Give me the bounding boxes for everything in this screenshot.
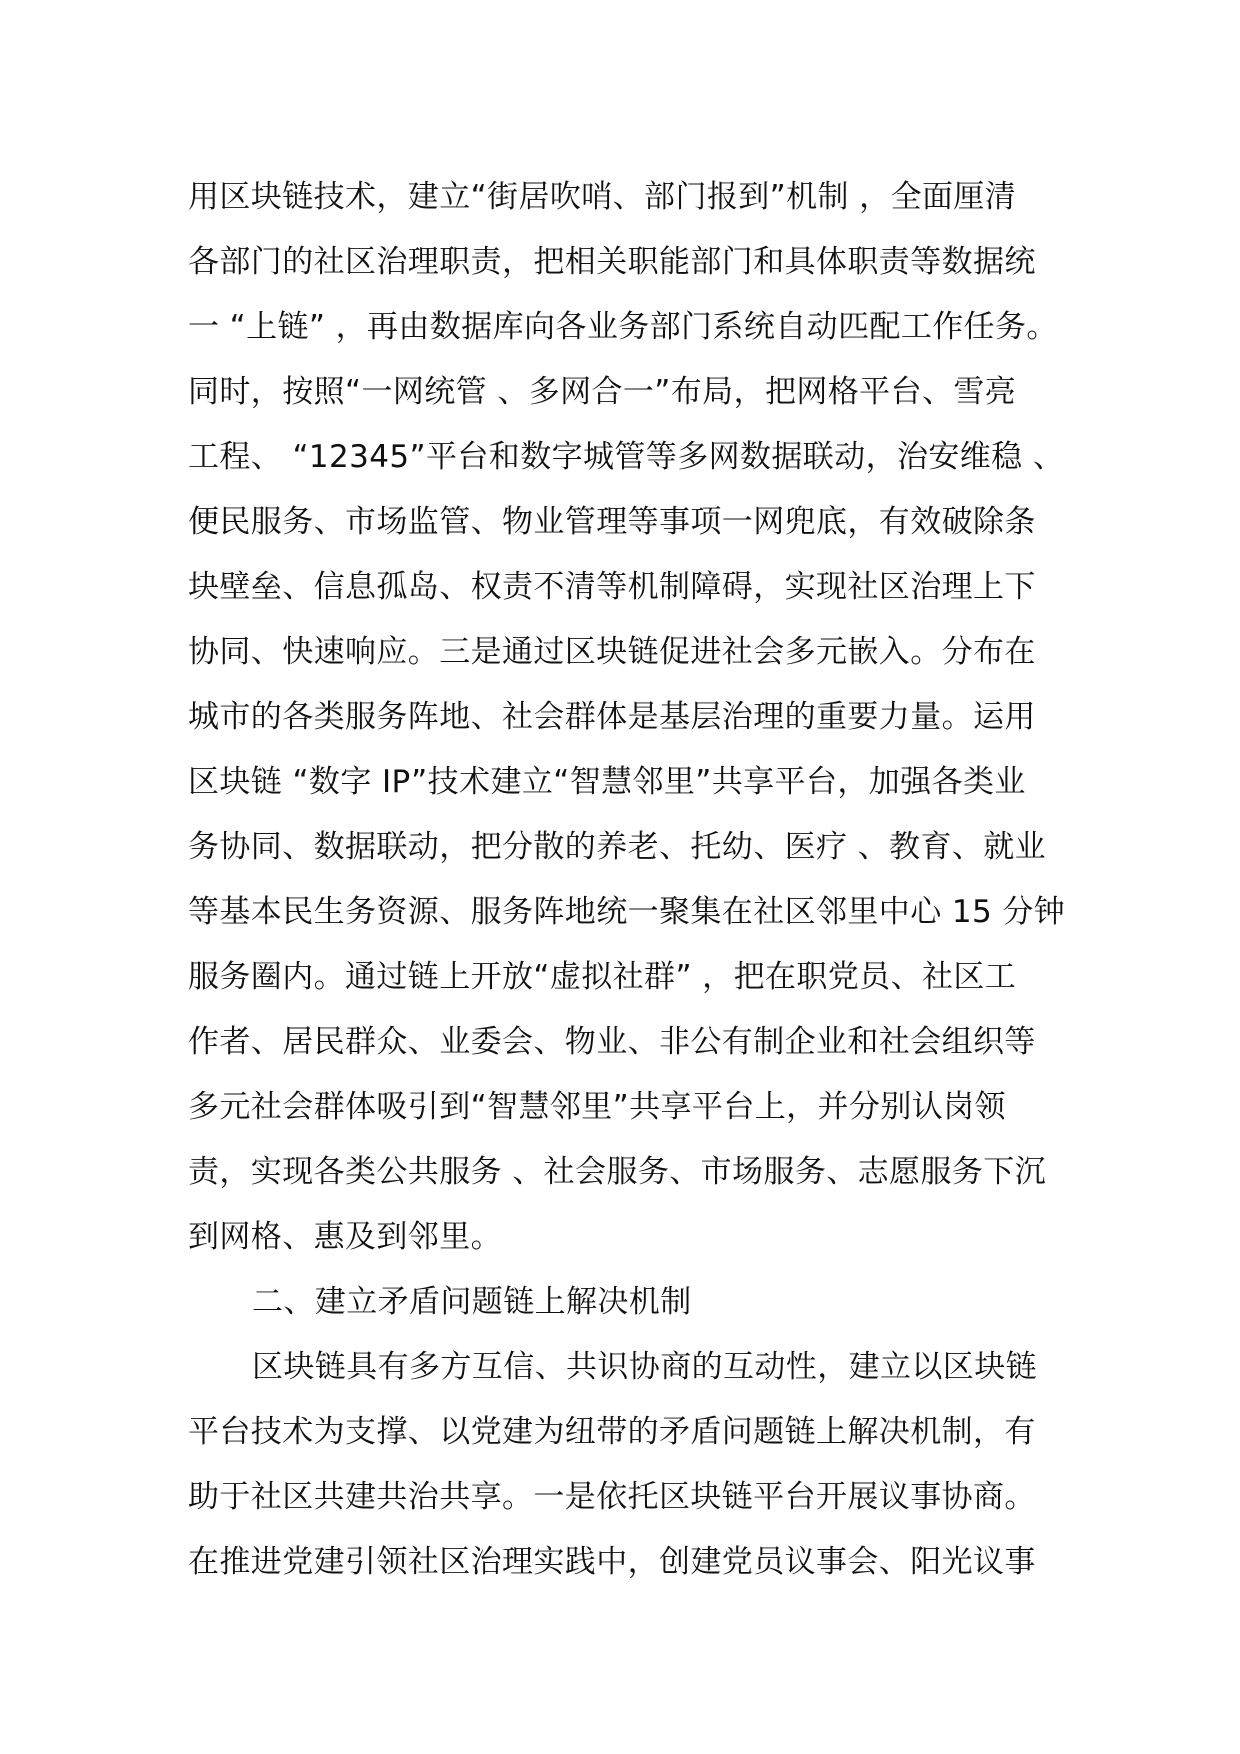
- body-text: [188, 165, 1068, 1595]
- text-line: 区块链具有多方互信、共识协商的互动性，建立以区块链: [252, 1349, 1037, 1385]
- text-line: 责，实现各类公共服务 、社会服务、市场服务、志愿服务下沉: [188, 1154, 1047, 1190]
- section-heading: 二、建立矛盾问题链上解决机制: [252, 1284, 692, 1320]
- text-line: 等基本民生务资源、服务阵地统一聚集在社区邻里中心 15 分钟: [188, 894, 1066, 930]
- text-line: 用区块链技术，建立“街居吹哨、部门报到”机制 ，全面厘清: [188, 179, 1017, 215]
- text-line: 作者、居民群众、业委会、物业、非公有制企业和社会组织等: [188, 1024, 1036, 1060]
- text-line: 服务圈内。通过链上开放“虚拟社群” ，把在职党员、社区工: [188, 959, 1017, 995]
- text-line: 各部门的社区治理职责，把相关职能部门和具体职责等数据统: [188, 244, 1036, 280]
- text-line: 协同、快速响应。三是通过区块链促进社会多元嵌入。分布在: [188, 634, 1036, 670]
- text-line: 同时，按照“一网统管 、多网合一”布局，把网格平台、雪亮: [188, 374, 1017, 410]
- text-line: 多元社会群体吸引到“智慧邻里”共享平台上，并分别认岗领: [188, 1089, 1006, 1125]
- text-line: 城市的各类服务阵地、社会群体是基层治理的重要力量。运用: [188, 699, 1036, 735]
- text-line: 块壁垒、信息孤岛、权责不清等机制障碍，实现社区治理上下: [188, 569, 1036, 605]
- text-line: 到网格、惠及到邻里。: [188, 1219, 502, 1255]
- text-line: 务协同、数据联动，把分散的养老、托幼、医疗 、教育、就业: [188, 829, 1047, 865]
- text-line: 区块链 “数字 IP”技术建立“智慧邻里”共享平台，加强各类业: [188, 764, 1026, 800]
- text-line: 平台技术为支撑、以党建为纽带的矛盾问题链上解决机制，有: [188, 1414, 1036, 1450]
- text-line: 便民服务、市场监管、物业管理等事项一网兜底，有效破除条: [188, 504, 1036, 540]
- text-line: 在推进党建引领社区治理实践中，创建党员议事会、阳光议事: [188, 1544, 1036, 1580]
- text-line: 工程、 “12345”平台和数字城管等多网数据联动，治安维稳 、: [188, 439, 1065, 475]
- text-line: 一 “上链” ，再由数据库向各业务部门系统自动匹配工作任务。: [188, 309, 1058, 345]
- text-line: 助于社区共建共治共享。一是依托区块链平台开展议事协商。: [188, 1479, 1036, 1515]
